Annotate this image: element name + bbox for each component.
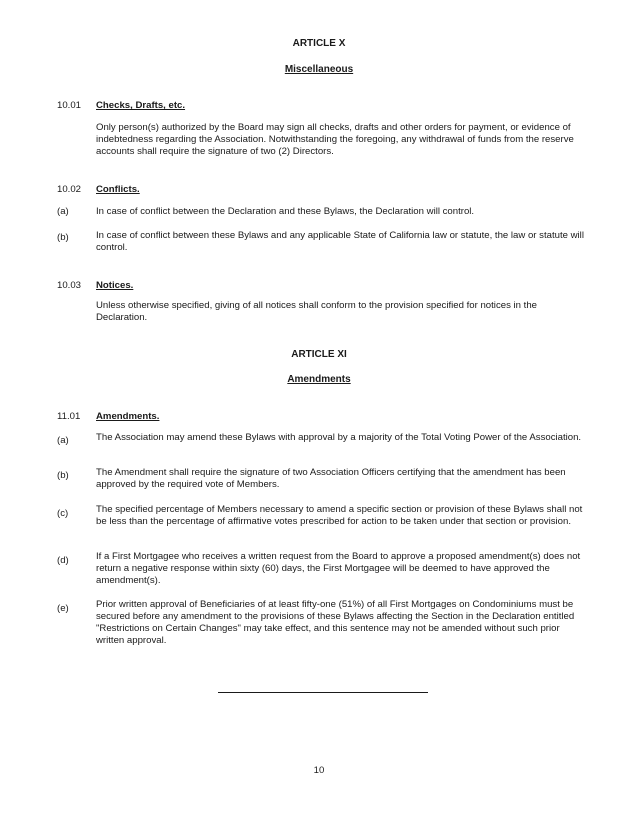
item-label-11-01-e: (e) xyxy=(57,603,69,614)
divider-line xyxy=(218,692,428,693)
article-x-subheading: Miscellaneous xyxy=(284,64,354,75)
section-number-10-01: 10.01 xyxy=(57,100,82,111)
section-title-notices: Notices. xyxy=(96,280,134,291)
section-body-notices: Unless otherwise specified, giving of all notices shall conform to the provision specified for notices in the Declaration. xyxy=(96,300,538,323)
item-label-10-02-a: (a) xyxy=(57,206,69,217)
item-text-11-01-e: Prior written approval of Beneficiaries of at least fifty-one (51%) of all First Mortgages on Condominiums must be secured before any amendment to the provisions of these Bylaws affecting the Section in the Declaration entitled "Restrictions on Certain Changes" may take effect, and this sentence may not be amended without such prior written approval. xyxy=(96,599,575,646)
article-xi-heading: ARTICLE XI xyxy=(291,349,347,360)
item-text-11-01-b: The Amendment shall require the signature of two Association Officers certifying that the amendment has been approved by the required vote of Members. xyxy=(96,467,566,490)
item-label-11-01-d: (d) xyxy=(57,555,69,566)
section-number-11-01: 11.01 xyxy=(57,411,81,422)
section-number-10-02: 10.02 xyxy=(57,184,82,195)
article-xi-subheading: Amendments xyxy=(287,374,351,385)
item-text-11-01-a: The Association may amend these Bylaws with approval by a majority of the Total Voting Power of the Association. xyxy=(96,432,582,443)
item-label-11-01-a: (a) xyxy=(57,435,69,446)
page-number: 10 xyxy=(313,765,325,776)
section-title-amendments: Amendments. xyxy=(96,411,160,422)
item-label-11-01-b: (b) xyxy=(57,470,69,481)
article-x-heading: ARTICLE X xyxy=(292,38,346,49)
item-text-10-02-a: In case of conflict between the Declaration and these Bylaws, the Declaration will control. xyxy=(96,206,475,217)
item-text-11-01-c: The specified percentage of Members necessary to amend a specific section or provision of these Bylaws shall not be less than the percentage of affirmative votes prescribed for action to be taken under that section or provision. xyxy=(96,504,583,527)
section-number-10-03: 10.03 xyxy=(57,280,82,291)
item-label-10-02-b: (b) xyxy=(57,232,69,243)
section-title-conflicts: Conflicts. xyxy=(96,184,140,195)
item-label-11-01-c: (c) xyxy=(57,508,69,519)
section-body-checks-drafts: Only person(s) authorized by the Board may sign all checks, drafts and other orders for payment, or evidence of indebtedness regarding the Association. Notwithstanding the foregoing, any withdrawal of funds from the reserve accounts shall require the signature of two (2) Directors. xyxy=(96,122,574,157)
section-title-checks-drafts: Checks, Drafts, etc. xyxy=(96,100,186,111)
item-text-11-01-d: If a First Mortgagee who receives a written request from the Board to approve a proposed amendment(s) does not return a negative response within sixty (60) days, the First Mortgagee will be deemed to have approved the amendment(s). xyxy=(96,551,581,586)
item-text-10-02-b: In case of conflict between these Bylaws and any applicable State of California law or statute, the law or statute will control. xyxy=(96,230,584,253)
